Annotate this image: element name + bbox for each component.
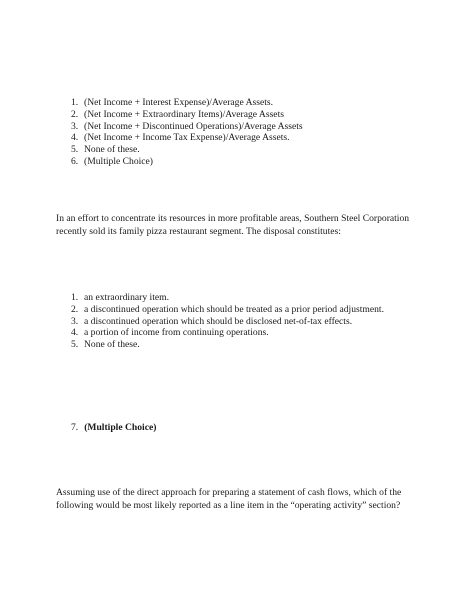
item-text: (Multiple Choice) xyxy=(84,155,154,167)
answer-list-1 xyxy=(71,97,303,168)
multiple-choice-heading xyxy=(71,422,156,434)
item-text: an extraordinary item. xyxy=(84,292,169,303)
item-text: a discontinued operation which should be treated as a prior period adjustment. xyxy=(84,303,384,315)
question-text-2: Assuming use of the direct approach for preparing a statement of cash flows, which of the following would be most likely reported as a line item in the “operating activity” section? xyxy=(56,487,402,511)
list-item xyxy=(71,316,384,328)
item-number: 5. xyxy=(71,339,79,351)
item-text: a portion of income from continuing operations. xyxy=(84,327,269,339)
item-number: 4. xyxy=(71,327,79,339)
item-number: 2. xyxy=(71,108,79,120)
list-item xyxy=(71,109,303,121)
list-item xyxy=(71,327,384,339)
list-item xyxy=(71,121,303,133)
item-text: (Net Income + Income Tax Expense)/Average Assets. xyxy=(84,132,290,144)
item-number: 1. xyxy=(71,292,79,303)
item-text: (Net Income + Discontinued Operations)/Average Assets xyxy=(84,120,303,132)
item-text: (Net Income + Interest Expense)/Average Assets. xyxy=(84,97,274,108)
question-text-1: In an effort to concentrate its resources in more profitable areas, Southern Steel Corporation recently sold its family pizza restaurant segment. The disposal constitutes: xyxy=(56,213,410,237)
list-item xyxy=(71,304,384,316)
item-number: 2. xyxy=(71,303,79,315)
item-number: 7. xyxy=(71,422,79,433)
item-text: None of these. xyxy=(84,339,140,351)
item-number: 3. xyxy=(71,120,79,132)
item-number: 6. xyxy=(71,155,79,167)
list-item xyxy=(71,339,384,351)
item-number: 3. xyxy=(71,315,79,327)
item-text: (Multiple Choice) xyxy=(84,422,157,433)
answer-list-2 xyxy=(71,292,384,351)
list-item xyxy=(71,156,303,168)
list-item xyxy=(71,144,303,156)
item-text: None of these. xyxy=(84,144,140,156)
item-text: a discontinued operation which should be disclosed net-of-tax effects. xyxy=(84,315,353,327)
list-item xyxy=(71,132,303,144)
list-item xyxy=(71,292,384,304)
item-number: 1. xyxy=(71,97,79,108)
list-item xyxy=(71,97,303,109)
item-number: 4. xyxy=(71,132,79,144)
item-text: (Net Income + Extraordinary Items)/Average Assets xyxy=(84,108,284,120)
item-number: 5. xyxy=(71,144,79,156)
